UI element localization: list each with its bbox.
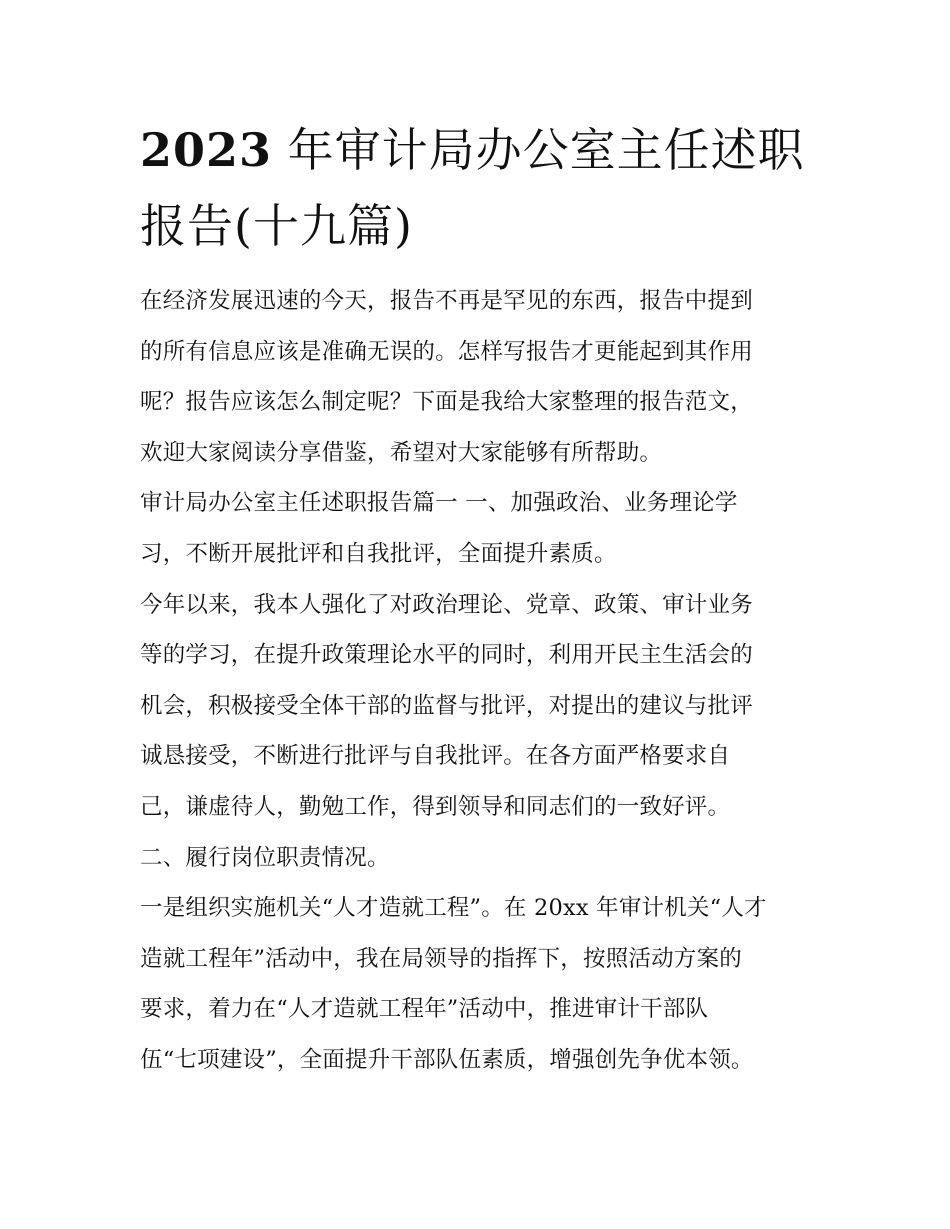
text-line: 等的学习，在提升政策理论水平的同时，利用开民主生活会的 bbox=[140, 642, 753, 669]
text-line: 习，不断开展批评和自我批评，全面提升素质。 bbox=[140, 540, 617, 567]
text-line: 要求，着力在“人才造就工程年”活动中，推进审计干部队 bbox=[140, 996, 709, 1023]
paragraph-section-one bbox=[140, 478, 825, 579]
text-line: 在经济发展迅速的今天，报告不再是罕见的东西，报告中提到 bbox=[140, 288, 753, 314]
text-line: 一是组织实施机关“人才造就工程”。在 20xx 年审计机关“人才 bbox=[140, 895, 767, 922]
text-line: 今年以来，我本人强化了对政治理论、党章、政策、审计业务 bbox=[140, 591, 753, 618]
paragraph-section-two-heading bbox=[140, 833, 825, 884]
text-line: 机会，积极接受全体干部的监督与批评，对提出的建议与批评 bbox=[140, 692, 753, 719]
text-line: 欢迎大家阅读分享借鉴，希望对大家能够有所帮助。 bbox=[140, 439, 663, 466]
title-line-2: 报告(十九篇) bbox=[140, 199, 413, 253]
text-line: 审计局办公室主任述职报告篇一 一、加强政治、业务理论学 bbox=[140, 490, 738, 517]
title-line-1 bbox=[140, 112, 820, 188]
paragraph-intro bbox=[140, 276, 825, 478]
title-year: 2023 bbox=[140, 123, 273, 177]
document-title bbox=[140, 112, 820, 264]
text-line: 己，谦虚待人，勤勉工作，得到领导和同志们的一致好评。 bbox=[140, 793, 731, 820]
text-line: 伍“七项建设”，全面提升干部队伍素质，增强创先争优本领。 bbox=[140, 1046, 754, 1073]
text-line: 呢？报告应该怎么制定呢？下面是我给大家整理的报告范文， bbox=[140, 389, 753, 416]
text-line: 造就工程年”活动中，我在局领导的指挥下，按照活动方案的 bbox=[140, 945, 742, 972]
paragraph-talent-project bbox=[140, 883, 825, 1085]
text-line: 诚恳接受，不断进行批评与自我批评。在各方面严格要求自 bbox=[140, 743, 731, 770]
document-body bbox=[140, 276, 825, 1086]
title-line-1-text: 年审计局办公室主任述职 bbox=[287, 123, 805, 177]
paragraph-study bbox=[140, 580, 825, 833]
text-line: 二、履行岗位职责情况。 bbox=[140, 844, 390, 871]
text-line: 的所有信息应该是准确无误的。怎样写报告才更能起到其作用 bbox=[140, 338, 753, 365]
